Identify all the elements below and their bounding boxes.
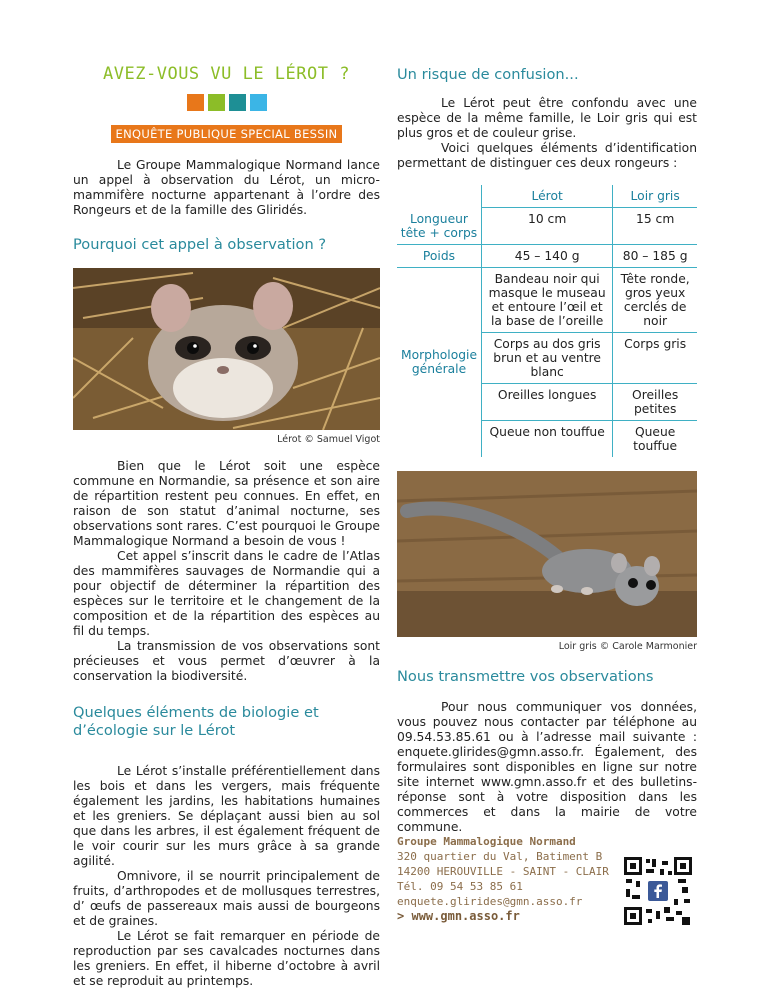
table-header-row xyxy=(397,185,697,208)
contact-web-link[interactable] xyxy=(397,909,609,924)
contact-address-1: 320 quartier du Val, Batiment B xyxy=(397,850,603,863)
cell-weight-loir: 80 – 185 g xyxy=(613,244,697,267)
bio-paragraph-2: Omnivore, il se nourrit principalement de fruits, d’arthropodes et de mollusques terrestres, d’ œufs de passereaux mais aussi de bourgeons et de graines. xyxy=(73,869,380,928)
row-header-morphology: Morphologie générale xyxy=(400,348,478,376)
table-row xyxy=(397,267,697,332)
comparison-table xyxy=(397,185,697,457)
heading-why: Pourquoi cet appel à observation ? xyxy=(73,236,327,253)
square-orange xyxy=(187,94,204,111)
cell-length-lerot: 10 cm xyxy=(482,208,613,245)
confusion-paragraph-1: Le Lérot peut être confondu avec une espèce de la même famille, le Loir gris qui est plus gros et de couleur grise. xyxy=(397,96,697,140)
cell-morpho-lerot: Bandeau noir qui masque le museau et entoure l’œil et la base de l’oreille xyxy=(482,267,613,332)
lerot-photo xyxy=(73,268,380,430)
contact-address-2: 14200 HEROUVILLE - SAINT - CLAIR xyxy=(397,865,609,878)
cell-morpho-loir: Oreilles petites xyxy=(613,383,697,420)
cell-length-loir: 15 cm xyxy=(613,208,697,245)
survey-banner-label: ENQUÊTE PUBLIQUE SPECIAL BESSIN xyxy=(111,125,343,143)
cell-weight-lerot: 45 – 140 g xyxy=(482,244,613,267)
cell-morpho-loir: Tête ronde, gros yeux cerclés de noir xyxy=(613,267,697,332)
bio-paragraph-1: Le Lérot s’installe préférentiellement dans les bois et dans les vergers, mais fréquente également les jardins, les habitations humaines et les greniers. Se déplaçant aussi bien au sol que dans les arbres, il est également fréquent de le voir courir sur les murs grâce à sa grande agilité. xyxy=(73,764,380,868)
cell-morpho-loir: Corps gris xyxy=(613,332,697,383)
square-blue xyxy=(250,94,267,111)
photo1-caption: Lérot © Samuel Vigot xyxy=(277,434,380,445)
cell-morpho-lerot: Queue non touffue xyxy=(482,420,613,457)
send-paragraph: Pour nous communiquer vos données, vous pouvez nous contacter par téléphone au 09.54.53.85.61 ou à l’adresse mail suivante : enquete.glirides@gmn.asso.fr. Également, des formulaires sont disponibles en ligne sur notre site internet www.gmn.asso.fr et des bulletins-réponse sont à votre disposition dans les commerces et dans la mairie de votre commune. xyxy=(397,699,697,834)
photo2-caption: Loir gris © Carole Marmonier xyxy=(558,640,697,652)
heading-confusion: Un risque de confusion... xyxy=(397,66,579,83)
col-header-loir: Loir gris xyxy=(613,185,697,208)
why-paragraph-1: Bien que le Lérot soit une espèce commune en Normandie, sa présence et son aire de répartition restent peu connues. En effet, en raison de son statut d’animal nocturne, ses observations sont rares. C’est pourquoi le Groupe Mammalogique Normand a besoin de vous ! xyxy=(73,459,380,548)
contact-block xyxy=(397,834,609,924)
why-paragraph-2: Cet appel s’inscrit dans le cadre de l’Atlas des mammifères sauvages de Normandie qui a pour objectif de déterminer la répartition des espèces sur le territoire et le changement de la composition et de la répartition des espèces au fil du temps. xyxy=(73,549,380,638)
facebook-icon xyxy=(648,881,668,901)
table-row xyxy=(397,208,697,245)
survey-banner xyxy=(73,123,380,142)
page-title: AVEZ-VOUS VU LE LÉROT ? xyxy=(103,64,350,84)
qr-code-icon[interactable] xyxy=(622,855,694,927)
web-url: www.gmn.asso.fr xyxy=(411,909,520,923)
table-row xyxy=(397,244,697,267)
table-corner xyxy=(397,185,482,208)
row-header-weight: Poids xyxy=(397,244,482,267)
lerot-image xyxy=(73,268,380,430)
why-paragraph-3: La transmission de vos observations sont précieuses et vous permet d’œuvrer à la conservation la biodiversité. xyxy=(73,639,380,683)
heading-send: Nous transmettre vos observations xyxy=(397,667,654,685)
right-column xyxy=(397,60,697,835)
contact-org: Groupe Mammalogique Normand xyxy=(397,835,576,848)
cell-morpho-loir: Queue touffue xyxy=(613,420,697,457)
left-column xyxy=(73,60,380,989)
square-green xyxy=(208,94,225,111)
loir-photo xyxy=(397,471,697,637)
col-header-lerot: Lérot xyxy=(482,185,613,208)
intro-paragraph: Le Groupe Mammalogique Normand lance un appel à observation du Lérot, un micro-mammifère nocturne appartenant à l’ordre des Rongeurs et de la famille des Gliridés. xyxy=(73,158,380,217)
bio-paragraph-3: Le Lérot se fait remarquer en période de reproduction par ses cavalcades nocturnes dans les greniers. En effet, il hiberne d’octobre à avril et se reproduit au printemps. xyxy=(73,929,380,988)
color-squares xyxy=(73,94,380,111)
loir-image xyxy=(397,471,697,637)
square-teal xyxy=(229,94,246,111)
contact-phone: Tél. 09 54 53 85 61 xyxy=(397,880,523,893)
cell-morpho-lerot: Oreilles longues xyxy=(482,383,613,420)
web-arrow: > xyxy=(397,909,405,923)
cell-morpho-lerot: Corps au dos gris brun et au ventre blanc xyxy=(482,332,613,383)
confusion-paragraph-2: Voici quelques éléments d’identification permettant de distinguer ces deux rongeurs : xyxy=(397,141,697,170)
contact-email[interactable]: enquete.glirides@gmn.asso.fr xyxy=(397,895,583,908)
row-header-length: Longueur tête + corps xyxy=(397,208,482,245)
heading-biology: Quelques éléments de biologie et d’écologie sur le Lérot xyxy=(73,704,319,739)
